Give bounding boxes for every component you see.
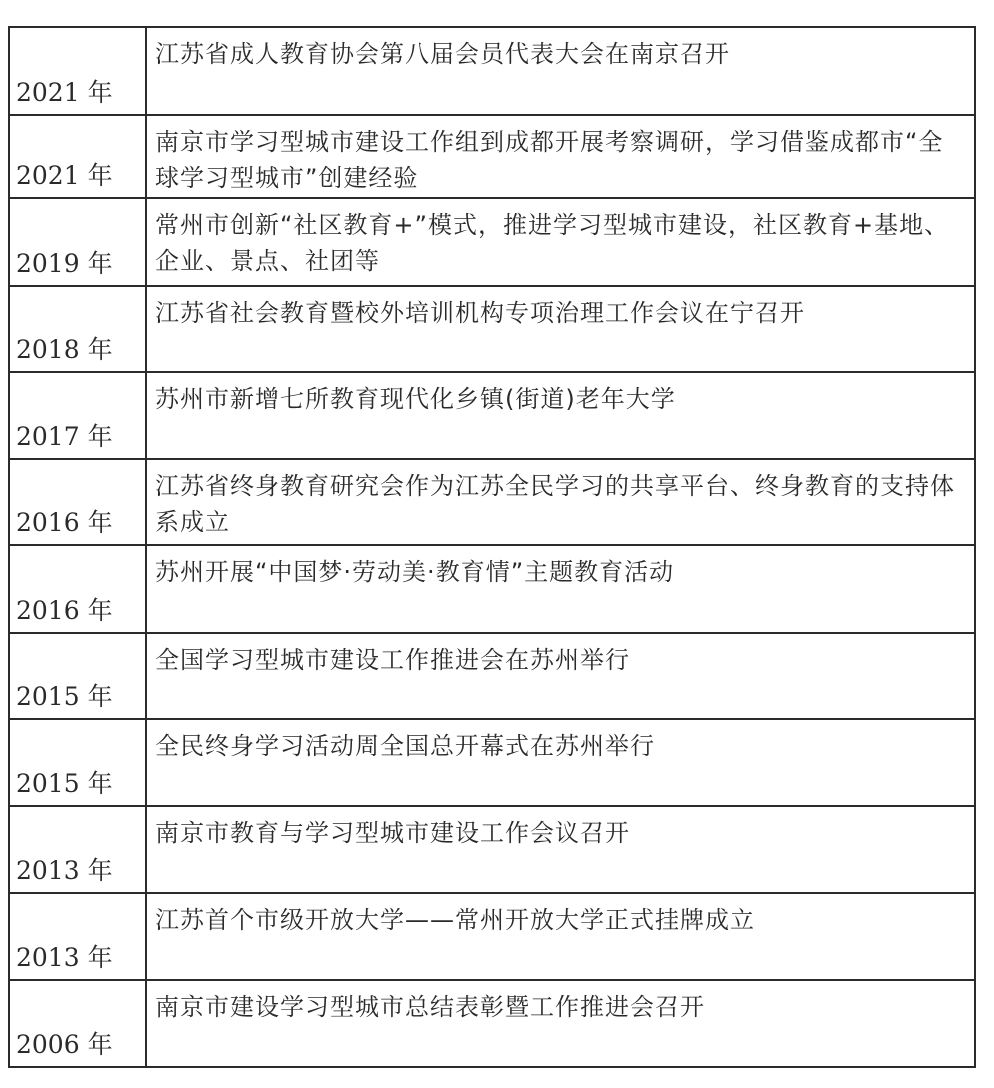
- table-row: [9, 198, 975, 286]
- table-row: [9, 286, 975, 372]
- year-cell: 2015 年: [9, 719, 146, 806]
- event-cell: 常州市创新“社区教育+”模式，推进学习型城市建设，社区教育+基地、企业、景点、社团等: [146, 198, 975, 286]
- table-row: [9, 980, 975, 1067]
- event-cell: 江苏省社会教育暨校外培训机构专项治理工作会议在宁召开: [146, 286, 975, 372]
- event-cell: 南京市教育与学习型城市建设工作会议召开: [146, 806, 975, 893]
- table-row: [9, 459, 975, 545]
- event-cell: 江苏首个市级开放大学——常州开放大学正式挂牌成立: [146, 893, 975, 980]
- table-row: [9, 719, 975, 806]
- table-row: [9, 115, 975, 198]
- year-cell: 2019 年: [9, 198, 146, 286]
- year-cell: 2013 年: [9, 893, 146, 980]
- event-cell: 苏州市新增七所教育现代化乡镇(街道)老年大学: [146, 372, 975, 459]
- event-cell: 全民终身学习活动周全国总开幕式在苏州举行: [146, 719, 975, 806]
- event-cell: 南京市学习型城市建设工作组到成都开展考察调研，学习借鉴成都市“全球学习型城市”创建经验: [146, 115, 975, 198]
- event-cell: 江苏省终身教育研究会作为江苏全民学习的共享平台、终身教育的支持体系成立: [146, 459, 975, 545]
- event-cell: 全国学习型城市建设工作推进会在苏州举行: [146, 633, 975, 719]
- table-row: [9, 633, 975, 719]
- year-cell: 2016 年: [9, 545, 146, 633]
- table-row: [9, 893, 975, 980]
- table-row: [9, 27, 975, 115]
- year-cell: 2018 年: [9, 286, 146, 372]
- table-row: [9, 545, 975, 633]
- year-cell: 2016 年: [9, 459, 146, 545]
- table-row: [9, 372, 975, 459]
- timeline-table: [8, 26, 976, 1068]
- year-cell: 2021 年: [9, 27, 146, 115]
- event-cell: 南京市建设学习型城市总结表彰暨工作推进会召开: [146, 980, 975, 1067]
- timeline-table-body: [9, 27, 975, 1067]
- year-cell: 2021 年: [9, 115, 146, 198]
- event-cell: 苏州开展“中国梦·劳动美·教育情”主题教育活动: [146, 545, 975, 633]
- year-cell: 2015 年: [9, 633, 146, 719]
- event-cell: 江苏省成人教育协会第八届会员代表大会在南京召开: [146, 27, 975, 115]
- year-cell: 2006 年: [9, 980, 146, 1067]
- table-row: [9, 806, 975, 893]
- year-cell: 2017 年: [9, 372, 146, 459]
- year-cell: 2013 年: [9, 806, 146, 893]
